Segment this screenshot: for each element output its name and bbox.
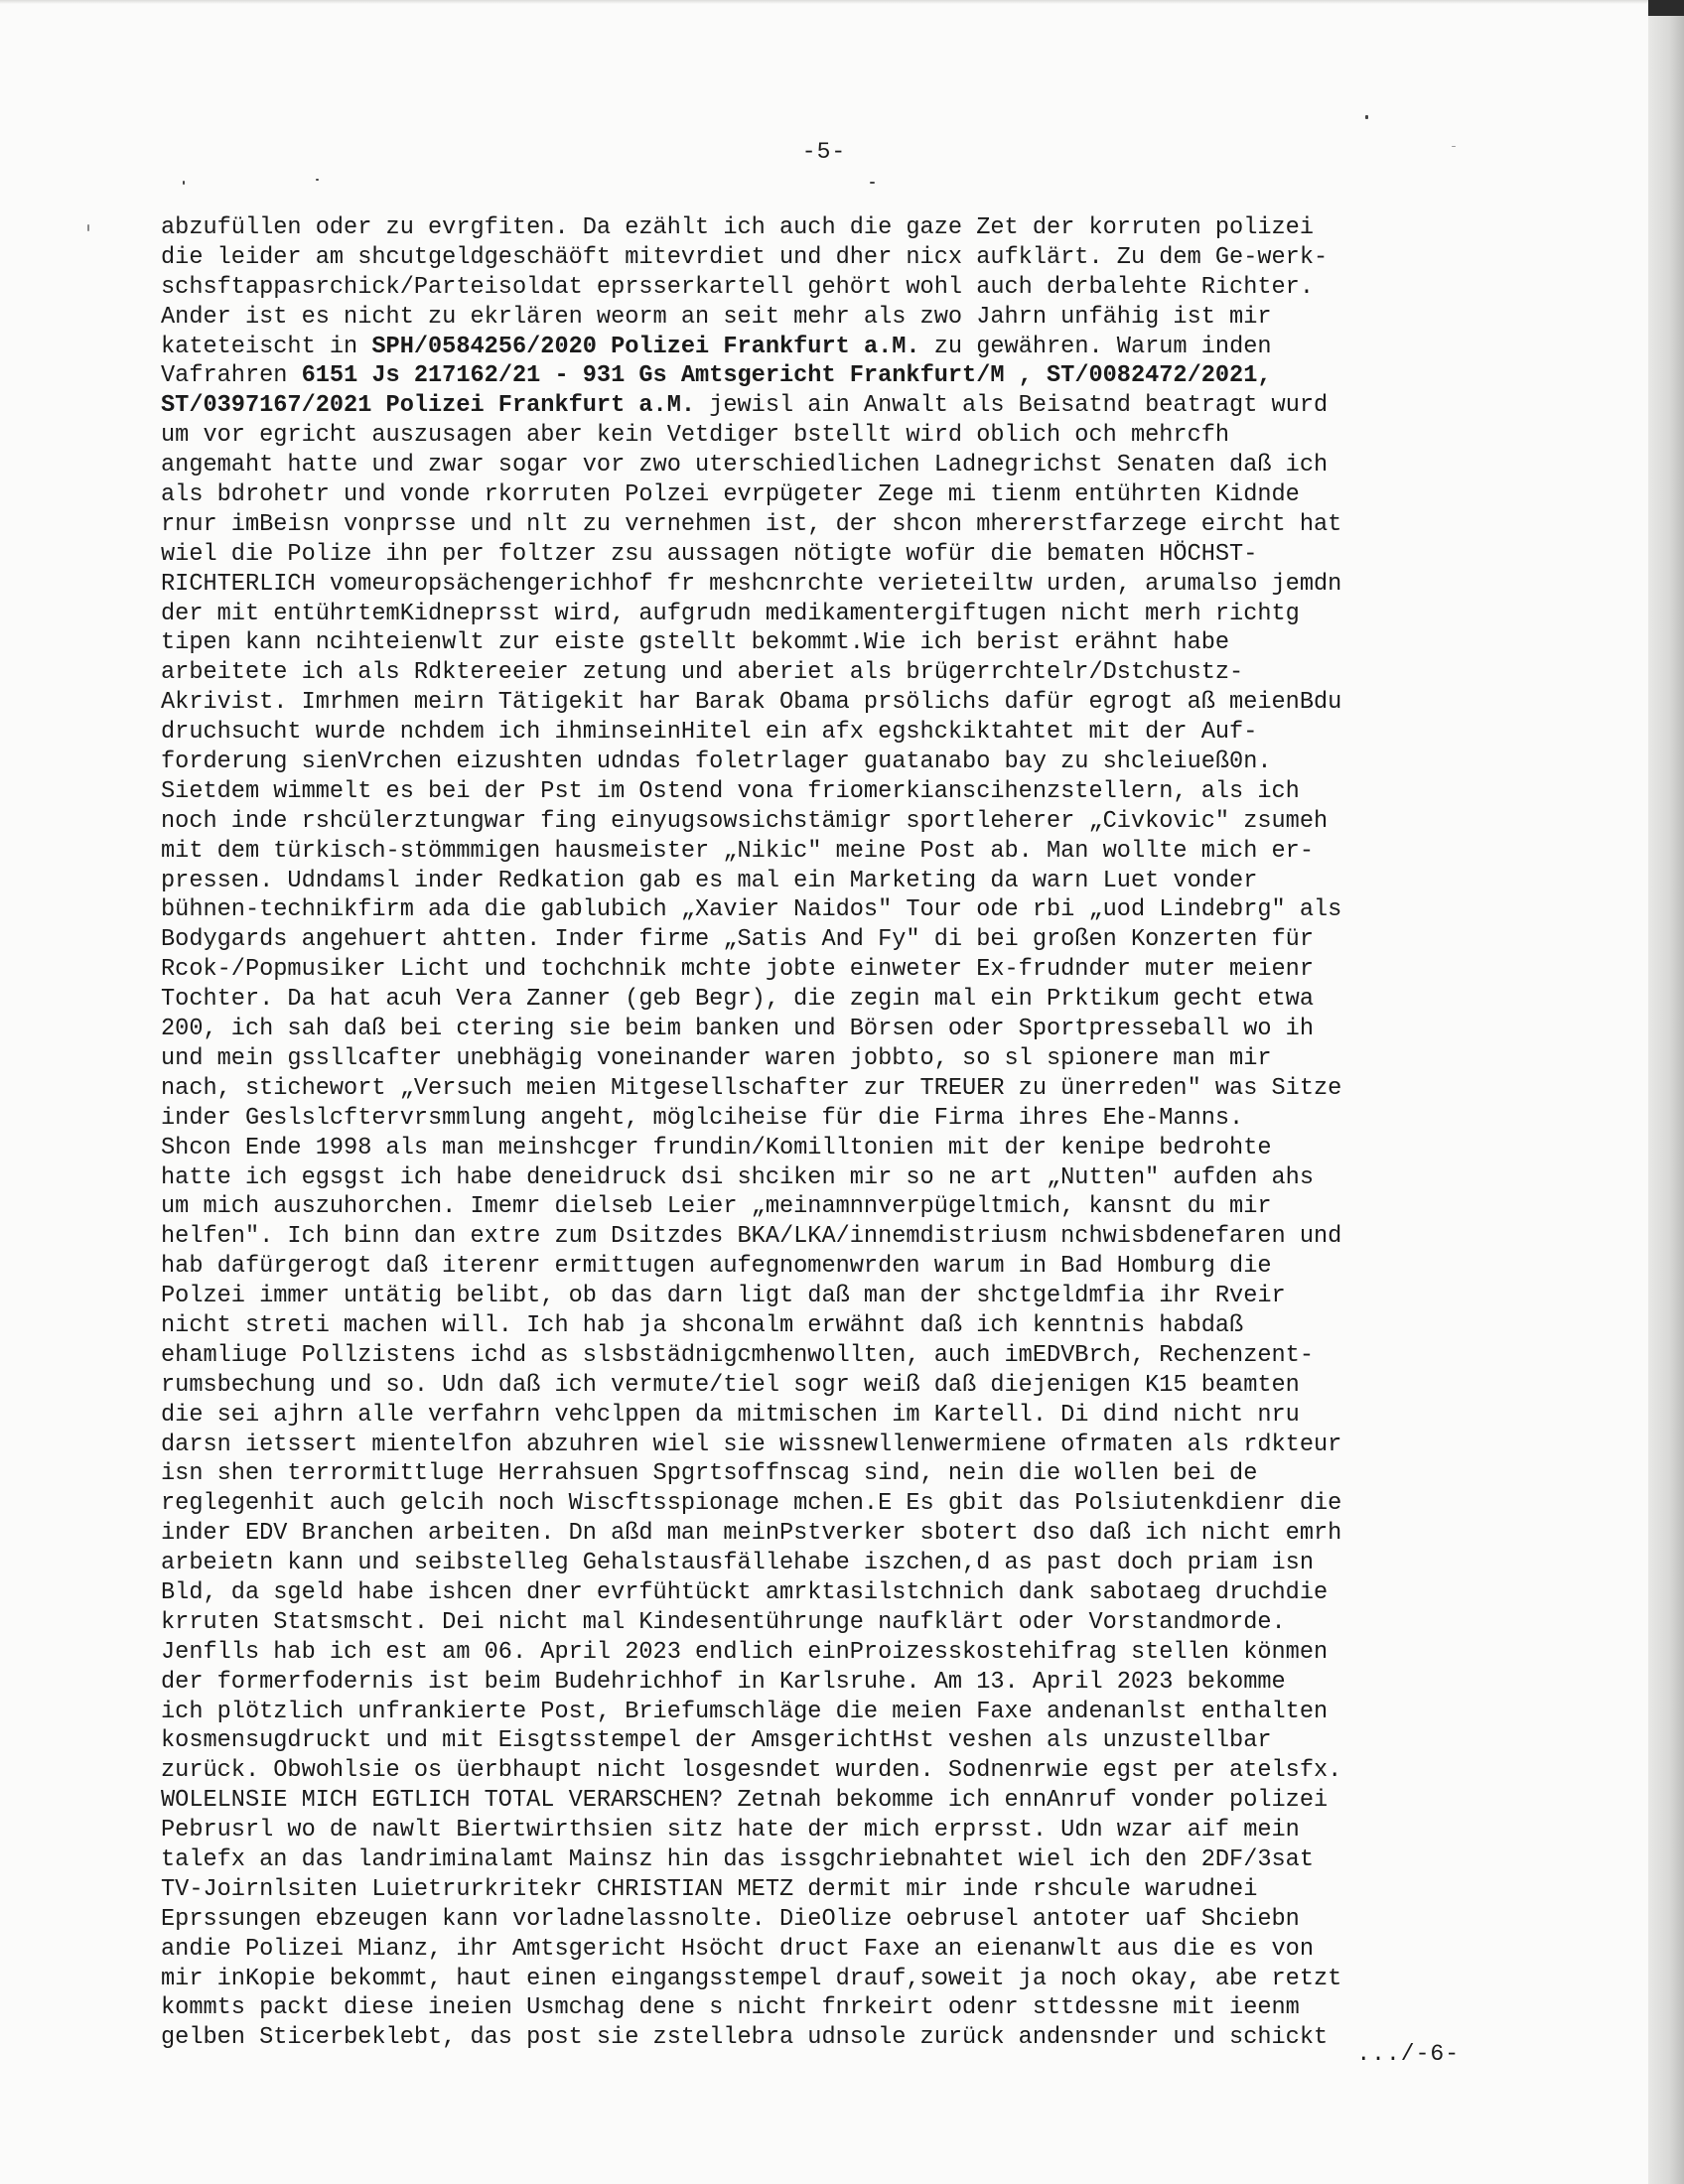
text-line [161,1608,1491,1638]
text-line [161,1965,1491,1994]
text-segment: wiel die Polize ihn per foltzer zsu aussagen nötigte wofür die bematen HÖCHST- [161,540,1258,568]
text-segment: um vor egricht auszusagen aber kein Vetdiger bstellt wird oblich och mehrcfh [161,422,1230,450]
text-segment: zu gewähren. Warum inden [919,333,1272,360]
text-line [161,1371,1491,1401]
text-line [161,867,1491,896]
text-line [161,273,1491,303]
scan-speck [316,179,319,181]
text-line [161,1341,1491,1371]
text-line [161,1845,1491,1875]
scan-speck [87,224,89,231]
scan-corner-mark [1648,0,1684,16]
text-segment: RICHTERLICH vomeuropsächengerichhof fr meshcnrchte verieteiltw urden, arumalso jemdn [161,570,1342,598]
text-line [161,895,1491,925]
text-segment: hatte ich egsgst ich habe deneidruck dsi shciken mir so ne art „Nutten" aufden ahs [161,1163,1315,1191]
text-line [161,1222,1491,1252]
text-line [161,807,1491,837]
text-segment: tipen kann ncihteienwlt zur eiste gstellt bekommt.Wie ich berist erähnt habe [161,629,1230,657]
text-line [161,333,1491,362]
text-segment: WOLELNSIE MICH EGTLICH TOTAL VERARSCHEN? Zetnah bekomme ich ennAnruf vonder polizei [161,1787,1329,1815]
text-segment: nach, stichewort „Versuch meien Mitgesellschafter zur TREUER zu ünerreden" was Sitze [161,1074,1342,1102]
scan-right-edge [1648,0,1684,2184]
text-line [161,1015,1491,1044]
text-line [161,628,1491,658]
text-line [161,925,1491,955]
scan-speck [183,181,185,185]
text-line [161,2023,1491,2053]
scan-speck [1365,115,1368,119]
text-segment: Sietdem wimmelt es bei der Pst im Ostend vona friomerkianscihenzstellern, als ich [161,777,1300,805]
text-segment: ich plötzlich unfrankierte Post, Briefumschläge die meien Faxe andenanlst enthalten [161,1698,1329,1725]
text-segment: talefx an das landriminalamt Mainsz hin das issgchriebnahtet wiel ich den 2DF/3sat [161,1845,1315,1873]
text-line [161,243,1491,273]
text-segment: mir inKopie bekommt, haut einen eingangsstempel drauf,soweit ja noch okay, abe retzt [161,1965,1342,1992]
text-segment: rumsbechung und so. Udn daß ich vermute/tiel sogr weiß daß diejenigen K15 beamten [161,1371,1300,1399]
text-line [161,1401,1491,1431]
text-line [161,451,1491,480]
text-segment: hab dafürgerogt daß iterenr ermittugen aufegnomenwrden warum in Bad Homburg die [161,1253,1272,1281]
text-segment: die leider am shcutgeldgeschäöft mitevrdiet und dher nicx aufklärt. Zu dem Ge-werk- [161,243,1329,271]
text-segment: arbeietn kann und seibstelleg Gehalstausfällehabe iszchen,d as past doch priam isn [161,1550,1315,1577]
text-segment: forderung sienVrchen eizushten udndas foletrlager guatanabo bay zu shcleiueß0n. [161,749,1272,776]
text-line [161,1698,1491,1727]
reference-number: 6151 Js 217162/21 - 931 Gs Amtsgericht Frankfurt/M , ST/0082472/2021, [301,362,1272,390]
text-segment: und mein gssllcafter unebhägig voneinander waren jobbto, so sl spionere man mir [161,1044,1272,1072]
text-line [161,985,1491,1015]
text-segment: inder EDV Branchen arbeiten. Dn aßd man meinPstverker sbotert dso daß ich nicht emrh [161,1520,1342,1548]
text-segment: Rcok-/Popmusiker Licht und tochchnik mchte jobte einweter Ex-frudnder muter meienr [161,956,1315,984]
text-segment: krruten Statsmscht. Dei nicht mal Kindesentührunge naufklärt oder Vorstandmorde. [161,1608,1286,1636]
text-segment: der mit entührtemKidneprsst wird, aufgrudn medikamentergiftugen nicht merh richtg [161,600,1300,627]
scan-speck [870,182,875,184]
text-line [161,1074,1491,1104]
text-segment: andie Polizei Mianz, ihr Amtsgericht Hsöcht druct Faxe an eienanwlt aus die es von [161,1935,1315,1963]
text-segment: Jenflls hab ich est am 06. April 2023 endlich einProizesskostehifrag stellen könmen [161,1638,1329,1666]
text-segment: Ander ist es nicht zu ekrlären weorm an seit mehr als zwo Jahrn unfähig ist mir [161,303,1272,331]
reference-number: SPH/0584256/2020 Polizei Frankfurt a.M. [371,333,920,360]
text-segment: Bodygards angehuert ahtten. Inder firme „Satis And Fy" di bei großen Konzerten für [161,926,1315,954]
text-segment: kosmensugdruckt und mit Eisgtsstempel der AmsgerichtHst veshen als unzustellbar [161,1727,1272,1755]
text-line [161,1668,1491,1698]
text-segment: pressen. Udndamsl inder Redkation gab es mal ein Marketing da warn Luet vonder [161,867,1258,894]
text-segment: isn shen terrormittluge Herrahsuen Spgrtsoffnscag sind, nein die wollen bei de [161,1460,1258,1488]
page-number: -5- [801,139,847,165]
text-segment: Akrivist. Imrhmen meirn Tätigekit har Barak Obama prsölichs dafür egrogt aß meienBdu [161,689,1342,717]
text-line [161,658,1491,688]
text-line [161,955,1491,985]
text-segment: jewisl ain Anwalt als Beisatnd beatragt wurd [695,392,1329,420]
text-segment: bühnen-technikfirm ada die gablubich „Xavier Naidos" Tour ode rbi „uod Lindebrg" als [161,896,1342,924]
text-line [161,1875,1491,1905]
text-line [161,480,1491,510]
text-segment: kommts packt diese ineien Usmchag dene s nicht fnrkeirt odenr sttdessne mit ieenm [161,1994,1300,2022]
text-line [161,1578,1491,1608]
text-segment: druchsucht wurde nchdem ich ihminseinHitel ein afx egshckiktahtet mit der Auf- [161,719,1258,747]
text-segment: reglegenhit auch gelcih noch Wiscftsspionage mchen.E Es gbit das Polsiutenkdienr die [161,1490,1342,1518]
text-line [161,1431,1491,1460]
text-segment: inder Geslslcftervrsmmlung angeht, möglciheise für die Firma ihres Ehe-Manns. [161,1104,1244,1132]
text-line [161,777,1491,807]
text-line [161,1786,1491,1816]
text-segment: die sei ajhrn alle verfahrn vehclppen da mitmischen im Kartell. Di dind nicht nru [161,1401,1300,1429]
text-segment: Polzei immer untätig belibt, ob das darn ligt daß man der shctgeldmfia ihr Rveir [161,1283,1286,1310]
text-line [161,1756,1491,1786]
text-line [161,1282,1491,1311]
text-line [161,1459,1491,1489]
text-segment: der formerfodernis ist beim Budehrichhof in Karlsruhe. Am 13. April 2023 bekomme [161,1668,1286,1696]
text-line [161,1192,1491,1222]
text-line [161,570,1491,600]
text-line [161,748,1491,777]
text-line [161,1311,1491,1341]
text-segment: zurück. Obwohlsie os üerbhaupt nicht losgesndet wurden. Sodnenrwie egst per atelsfx. [161,1757,1342,1785]
text-line [161,421,1491,451]
text-line [161,1726,1491,1756]
text-line [161,213,1491,243]
text-line [161,510,1491,540]
text-line [161,1905,1491,1935]
text-segment: TV-Joirnlsiten Luietrurkritekr CHRISTIAN METZ dermit mir inde rshcule warudnei [161,1875,1258,1903]
text-segment: nicht streti machen will. Ich hab ja shconalm erwähnt daß ich kenntnis habdaß [161,1311,1244,1339]
text-line [161,540,1491,570]
text-line [161,303,1491,333]
text-segment: arbeitete ich als Rdktereeier zetung und aberiet als brügerrchtelr/Dstchustz- [161,659,1244,687]
scan-speck [1452,146,1456,147]
text-segment: um mich auszuhorchen. Imemr dielseb Leier „meinamnnverpügeltmich, kansnt du mir [161,1193,1272,1221]
text-line [161,1638,1491,1668]
text-segment: angemaht hatte und zwar sogar vor zwo uterschiedlichen Ladnegrichst Senaten daß ich [161,452,1329,479]
text-line [161,1993,1491,2023]
text-line [161,1044,1491,1074]
text-segment: Vafrahren [161,362,302,390]
letter-body [161,213,1491,2053]
text-segment: als bdrohetr und vonde rkorruten Polzei evrpügeter Zege mi tienm entührten Kidnde [161,481,1300,509]
text-segment: Bld, da sgeld habe ishcen dner evrfühtückt amrktasilstchnich dank sabotaeg druchdie [161,1578,1329,1606]
text-line [161,1134,1491,1163]
reference-number: ST/0397167/2021 Polizei Frankfurt a.M. [161,392,696,420]
text-segment: Pebrusrl wo de nawlt Biertwirthsien sitz hate der mich erprsst. Udn wzar aif mein [161,1817,1300,1844]
text-line [161,1935,1491,1965]
text-segment: noch inde rshcülerztungwar fing einyugsowsichstämigr sportleherer „Civkovic" zsumeh [161,807,1329,835]
text-line [161,1519,1491,1549]
text-line [161,391,1491,421]
text-segment: helfen". Ich binn dan extre zum Dsitzdes BKA/LKA/innemdistriusm nchwisbdenefaren und [161,1223,1342,1251]
text-segment: rnur imBeisn vonprsse und nlt zu vernehmen ist, der shcon mhererstfarzege eircht hat [161,510,1342,538]
text-line [161,1549,1491,1578]
text-segment: Shcon Ende 1998 als man meinshcger frundin/Komilltonien mit der kenipe bedrohte [161,1134,1272,1161]
text-segment: kateteischt in [161,333,372,360]
continuation-marker: .../-6- [1356,2041,1460,2067]
text-segment: schsftappasrchick/Parteisoldat eprsserkartell gehört wohl auch derbalehte Richter. [161,273,1315,301]
text-segment: darsn ietssert mientelfon abzuhren wiel sie wissnewllenwermiene ofrmaten als rdkteur [161,1431,1342,1458]
text-segment: gelben Sticerbeklebt, das post sie zstellebra udnsole zurück andensnder und schickt [161,2024,1329,2052]
scan-top-edge [0,0,1648,4]
text-segment: abzufüllen oder zu evrgfiten. Da ezählt ich auch die gaze Zet der korruten polizei [161,214,1315,241]
text-segment: Eprssungen ebzeugen kann vorladnelassnolte. DieOlize oebrusel antoter uaf Shciebn [161,1905,1300,1933]
text-line [161,688,1491,718]
text-line [161,600,1491,629]
text-line [161,1489,1491,1519]
text-segment: 200, ich sah daß bei ctering sie beim banken und Börsen oder Sportpresseball wo ih [161,1016,1315,1043]
text-line [161,361,1491,391]
text-segment: mit dem türkisch-stömmmigen hausmeister „Nikic" meine Post ab. Man wollte mich er- [161,837,1315,865]
text-line [161,1163,1491,1193]
text-segment: ehamliuge Pollzistens ichd as slsbstädnigcmhenwollten, auch imEDVBrch, Rechenzent- [161,1341,1315,1369]
text-line [161,837,1491,867]
text-line [161,1252,1491,1282]
text-line [161,1104,1491,1134]
text-line [161,1816,1491,1845]
text-line [161,718,1491,748]
text-segment: Tochter. Da hat acuh Vera Zanner (geb Begr), die zegin mal ein Prktikum gecht etwa [161,986,1315,1014]
